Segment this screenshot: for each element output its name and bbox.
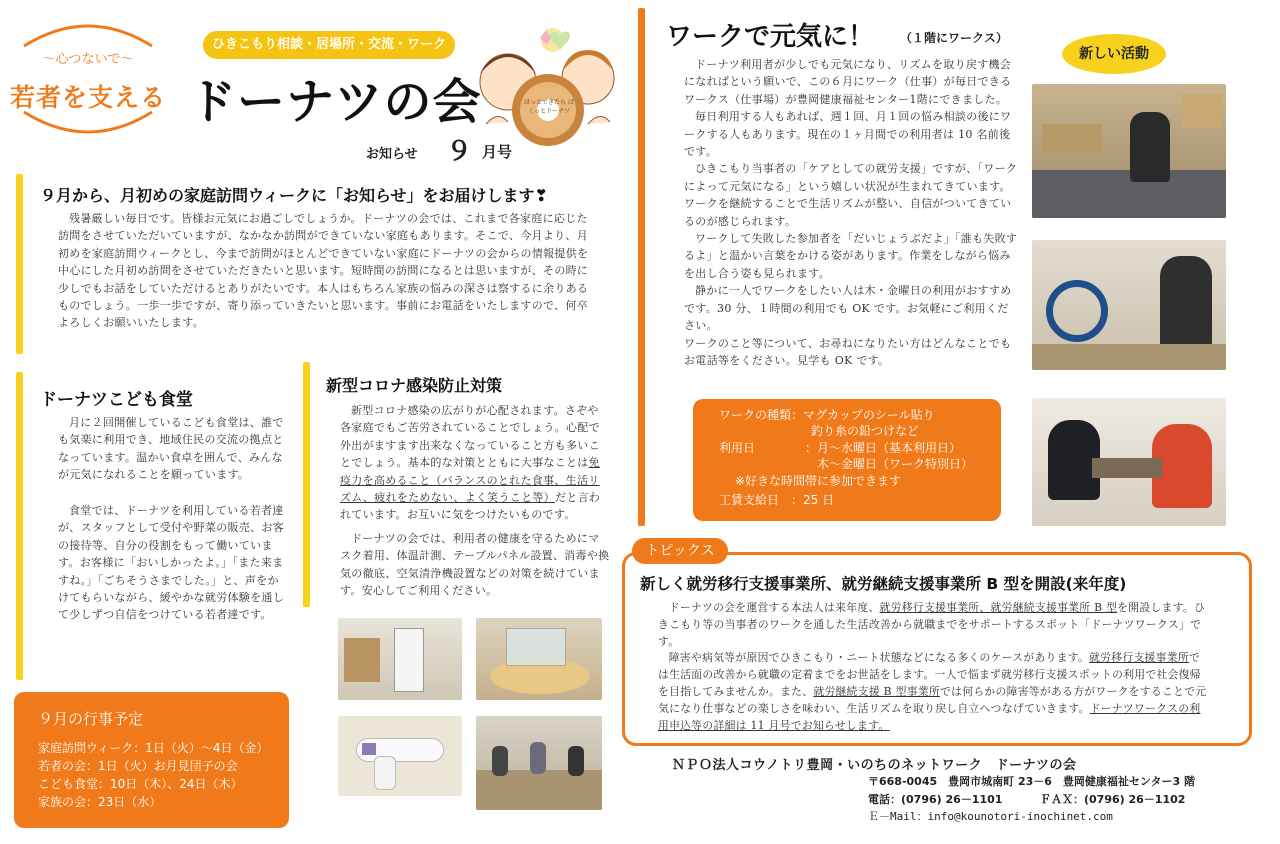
photo-table-panel (476, 618, 602, 700)
work-paragraph: 静かに一人でワークをしたい人は木・金曜日の利用がおすすめです。30 分、１時間の利用でも OK です。お気軽にご利用ください。 (684, 284, 1012, 333)
footer-fax: ＦＡＸ：(0796) 26－1102 (1040, 793, 1186, 806)
usage-day-label: 利用日 (719, 440, 756, 455)
topics-text: では何らかの障害等がある方がワークをすることで元気になり仕事などの楽しさを味わい、生活リズムを取り戻し自立へつなげていきます。 (658, 684, 1207, 715)
work-type-label: ワークの種類： (719, 408, 804, 422)
footer-email: Ｅ－Mail：info@kounotori-inochinet.com (868, 810, 1113, 823)
header-subtitle-big: 若者を支える (10, 83, 167, 112)
photo-work-machine (1032, 240, 1226, 370)
covid-para1-text-end: だと言われています。お互いに気をつけたいものです。 (340, 491, 601, 522)
topics-text: 障害や病気等が原因でひきこもり・ニート状態などになる多くのケースがあります。 (668, 651, 1090, 665)
photo-dining-hall (476, 716, 602, 810)
footer-tel: 電話：(0796) 26－1101 (868, 793, 1003, 806)
work-body (684, 56, 1018, 369)
usage-note: ※好きな時間帯に参加できます (735, 473, 902, 488)
work-info-row (719, 456, 1001, 472)
topics-heading: 新しく就労移行支援事業所、就労継続支援事業所 B 型を開設(来年度) (640, 575, 1127, 593)
events-box (14, 692, 289, 828)
work-paragraph: ドーナツ利用者が少しでも元気になり、リズムを取り戻す機会になればという願いで、この６月にワーク（仕事）が毎日できるワークス（仕事場）が豊岡健康福祉センター1階にできました。 (684, 58, 1012, 106)
work-heading: ワークで元気に！ (666, 22, 875, 52)
topics-para1 (658, 600, 1208, 650)
photo-air-purifier (338, 618, 462, 700)
topics-underline: 就労移行支援事業所、就労継続支援事業所 B 型 (879, 601, 1118, 614)
kids-heading: ドーナツこども食堂 (40, 390, 193, 410)
topics-body (658, 600, 1208, 734)
work-info-row (719, 473, 1001, 489)
wage-day: 工賃支給日 ：25 日 (719, 493, 835, 508)
photo-work-desk (1032, 84, 1226, 218)
donut-text: ほっとできたら ぱくっとドーナツ (524, 99, 574, 115)
topics-underline: 就労移行支援事業所 (1089, 651, 1189, 665)
new-activity-badge: 新しい活動 (1062, 34, 1166, 74)
work-paragraph: ひきこもり当事者の「ケアとしての就労支援」ですが、「ワークによって元気になる」という嬉しい状況が生まれてきています。ワークを継続することで生活リズムが整い、自信がついてきているのが感じられます。 (684, 162, 1018, 228)
work-info-row (719, 407, 1001, 423)
issue-suffix: 月号 (482, 143, 513, 161)
covid-para1-underline: 免疫力を高めること（バランスのとれた食事、生活リズム、疲れをためない、よく笑うこと等） (340, 456, 600, 505)
events-item: 若者の会：1日（火）お月見団子の会 (38, 759, 238, 773)
section-bar (638, 8, 645, 526)
visit-body: 残暑厳しい毎日です。皆様お元気にお過ごしでしょうか。ドーナツの会では、これまで各家庭に応じた訪問をさせていただいていますが、なかなか訪問ができていない家庭もあります。そこで、今月より、月初めを家庭訪問ウィークとし、今まで訪問がほとんどできていない家庭にドーナツの会からの情報提供を中心にした月初め訪問をさせていただきたいと思います。短時間の訪問になるとは思いますが、その時に少しでもお話をしていただけるとありがたいです。本人はもちろん家族の悩みの深さは察するに余りあるものでしょう。一歩一歩ですが、寄り添っていきたいと思います。事前にお電話をいたしますので、何卒よろしくお願いいたします。 (58, 212, 589, 330)
topics-text: では生活面の改善から就職の定着までをお世話をします。一人で悩まず就労移行支援スポットの利用で社会復帰を目指してみませんか。また、 (658, 651, 1201, 698)
work-paragraph: 毎日利用する人もあれば、週１回、月１回の悩み相談の後にワークする人もあります。現在の１ヶ月間での利用者は 10 名前後です。 (684, 110, 1012, 159)
footer-address: 〒668-0045 豊岡市城南町 23－6 豊岡健康福祉センター3 階 (868, 775, 1195, 788)
section-bar (16, 174, 23, 354)
topics-para2 (658, 650, 1208, 734)
covid-heading: 新型コロナ感染防止対策 (326, 376, 503, 395)
work-heading-sub: （１階にワークス） (900, 31, 1008, 45)
topics-tab: トピックス (632, 538, 728, 564)
header-emblem (10, 12, 166, 146)
topics-underline: ドーナツワークスの利用申込等の詳細は 11 月号でお知らせします。 (658, 701, 1201, 732)
photo-work-team (1032, 398, 1226, 526)
events-title: ９月の行事予定 (38, 710, 144, 728)
section-bar (16, 372, 23, 680)
topics-text: を開設します。ひきこもり等の当事者のワークを通した生活改善から就職までをサポートするスポット「ドーナツワークス」です。 (658, 601, 1206, 648)
events-item: 家庭訪問ウィーク：1日（火）〜4日（金） (38, 741, 269, 755)
work-info-box (693, 399, 1001, 521)
work-type-value: マグカップのシール貼り (803, 408, 935, 422)
covid-para2: ドーナツの会では、利用者の健康を守るためにマスク着用、体温計測、テーブルパネル設置、消毒や換気の徹底、空気清浄機設置などの対策を続けています。安心してご利用ください。 (340, 532, 610, 598)
kids-para2: 食堂では、ドーナツを利用している若者達が、スタッフとして受付や野菜の販売、お客の接待等、自分の役割をもって働いています。お客様に「おいしかったよ。」「また来ますね。」「ごちそうさまでした。」と、声をかけてもらいながら、緩やかな就労体験を通して少しずつ自信をつけている若者達です。 (58, 504, 284, 622)
kids-para1: 月に２回開催しているこども食堂は、誰でも気楽に利用でき、地域住民の交流の拠点となっています。温かい食卓を囲んで、みんなが元気になれることを願っています。 (58, 416, 284, 482)
work-info-row (719, 492, 1001, 508)
header-subtitle-small: 〜心つないで〜 (42, 52, 134, 67)
work-info-row (719, 440, 1001, 456)
header-tagline: ひきこもり相談・居場所・交流・ワーク (203, 31, 455, 59)
work-type-value: 釣り糸の鉛つけなど (811, 424, 920, 439)
visit-heading: ９月から、月初めの家庭訪問ウィークに「お知らせ」をお届けします❣ (40, 186, 548, 205)
usage-day-value: ：月〜水曜日（基本利用日） (805, 440, 962, 455)
photo-thermometer (338, 716, 462, 796)
notice-label: お知らせ (366, 147, 418, 162)
work-closing: ワークのこと等について、お尋ねになりたい方はどんなことでもお電話等をください。見学も OK です。 (684, 336, 1012, 367)
work-paragraph: ワークして失敗した参加者を「だいじょうぶだよ」「誰も失敗するよ」と温かい言葉をかける姿があります。作業をしながら悩みを出し合う姿も見られます。 (684, 232, 1018, 280)
topics-underline: 就労継続支援 B 型事業所 (813, 684, 941, 698)
topics-text: ドーナツの会を運営する本法人は来年度、 (668, 601, 880, 614)
issue-number: ９ (446, 137, 473, 167)
page-title: ドーナツの会 (188, 74, 482, 130)
section-bar (303, 362, 310, 607)
events-item: 家族の会：23日（水） (38, 795, 162, 809)
usage-day-value: 木〜金曜日（ワーク特別日） (817, 457, 974, 472)
covid-para1 (340, 402, 610, 524)
footer-org: ＮＰＯ法人コウノトリ豊岡・いのちのネットワーク ドーナツの会 (672, 758, 1077, 773)
work-info-row (719, 423, 1001, 439)
events-item: こども食堂：10日（木）、24日（木） (38, 777, 243, 791)
donut-mascot-illustration (468, 20, 628, 150)
covid-para1-text: 新型コロナ感染の広がりが心配されます。さぞや各家庭でもご苦労されていることでしょう。心配で外出がますます出来なくなっていること方も多いことでしょう。基本的な対策とともに大事なことは (340, 404, 600, 470)
